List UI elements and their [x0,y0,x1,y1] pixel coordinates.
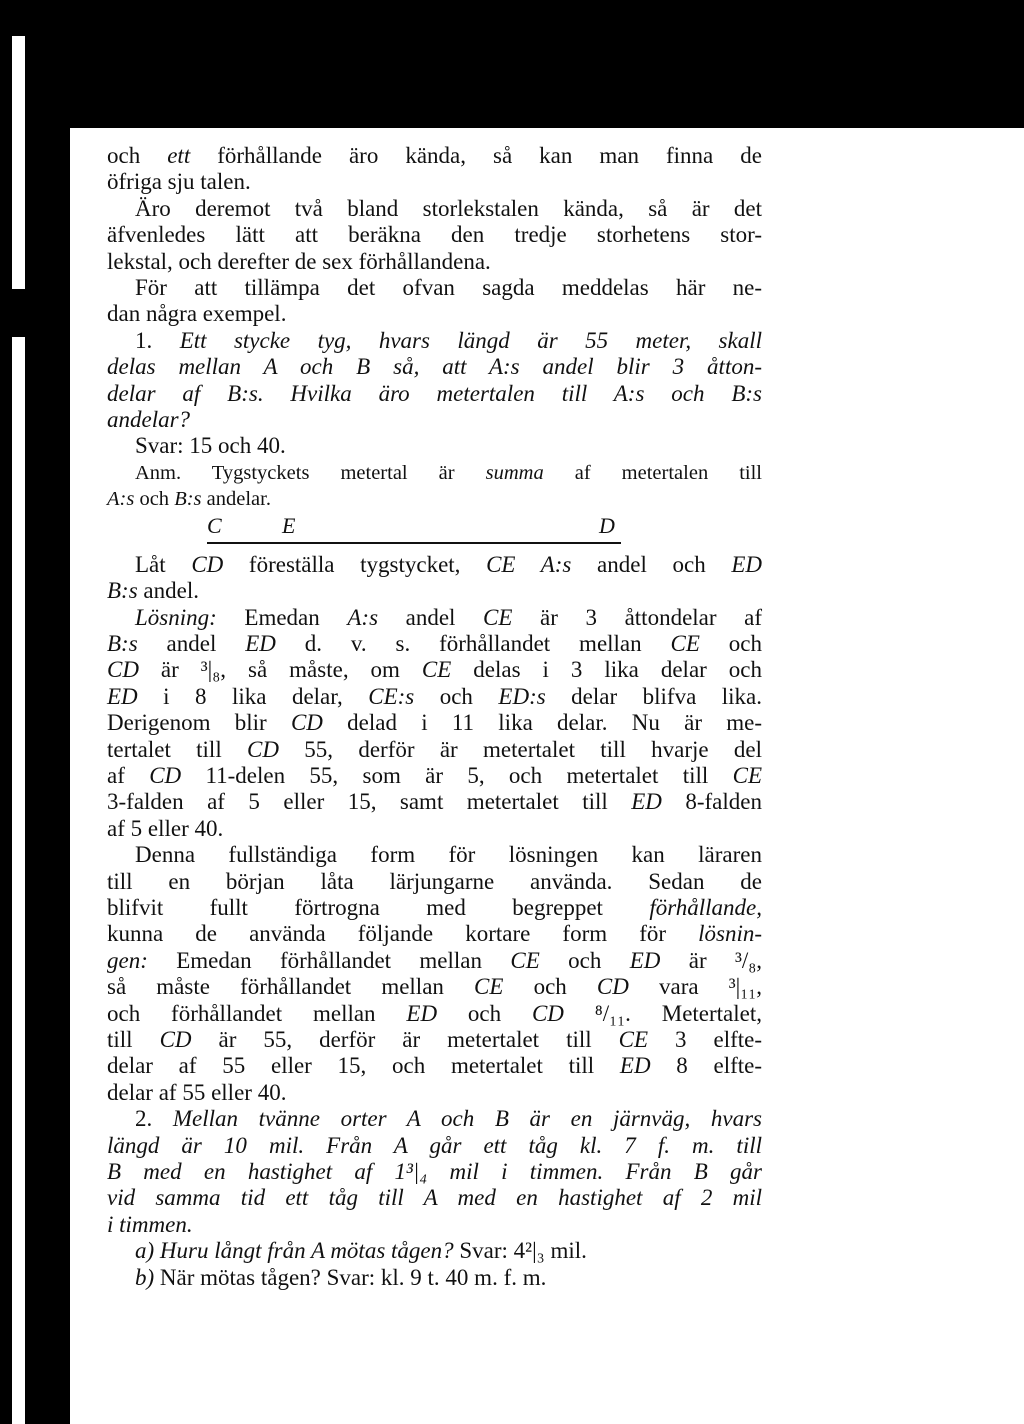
example-2-line-2: längd är 10 mil. Från A går ett tåg kl. 7 f. m. till [107,1132,762,1158]
question-b: b) När mötas tågen? Svar: kl. 9 t. 40 m. f. m. [135,1264,547,1290]
short-form-line-6: så måste förhållandet mellan CE och CD vara ³|₁₁, [107,974,762,1000]
segment-ed [301,542,621,544]
paragraph-3-line-2: dan några exempel. [107,301,287,327]
example-1-answer: Svar: 15 och 40. [135,433,286,459]
point-c-label: C [207,512,222,538]
solution-line-2: B:s andel ED d. v. s. förhållandet mellan CE och [107,630,762,656]
short-form-line-1: Denna fullständiga form för lösningen kan läraren [135,842,762,868]
solution-line-4: ED i 8 lika delar, CE:s och ED:s delar blifva lika. [107,683,762,709]
short-form-line-7: och förhållandet mellan ED och CD ⁸/₁₁. Metertalet, [107,1000,762,1026]
paragraph-2-line-3: lekstal, och derefter de sex förhållandena. [107,248,491,274]
paragraph-2-line-2: äfvenledes lätt att beräkna den tredje storhetens stor- [107,222,762,248]
solution-line-9: af 5 eller 40. [107,815,224,841]
description-line-2: B:s andel. [107,578,199,604]
solution-line-3: CD är ³|₈, så måste, om CE delas i 3 lika delar och [107,657,762,683]
page-text [107,143,762,1291]
paragraph-2-line-1: Äro deremot två bland storlekstalen kända, så är det [135,195,762,221]
question-a: a) Huru långt från A mötas tågen? Svar: 4²|₃ mil. [135,1238,587,1264]
example-1-line-1: 1. Ett stycke tyg, hvars längd är 55 meter, skall [135,327,762,353]
example-2-line-5: i timmen. [107,1211,193,1237]
scan-edge-bottom [12,337,25,1424]
segment-ce [207,542,301,544]
short-form-line-2: till en början låta lärjungarne använda. Sedan de [107,868,762,894]
paragraph-1-line-1: och ett förhållande äro kända, så kan man finna de [107,143,762,168]
line-segment-figure [107,512,762,549]
note-line-1: Anm. Tygstyckets metertal är summa af metertalen till [135,461,763,484]
example-1-line-3: delar af B:s. Hvilka äro metertalen till A:s och B:s [107,380,762,406]
point-d-label: D [599,512,615,538]
example-2-line-3: B med en hastighet af 1³|₄ mil i timmen. Från B går [107,1159,762,1185]
solution-line-1: Lösning: Emedan A:s andel CE är 3 åttondelar af [135,604,762,630]
short-form-line-3: blifvit fullt förtrogna med begreppet förhållande, [107,894,762,920]
note-line-2: A:s och B:s andelar. [107,488,271,511]
short-form-line-5: gen: Emedan förhållandet mellan CE och ED är ³/₈, [107,947,763,973]
solution-line-7: af CD 11-delen 55, som är 5, och metertalet till CE [107,762,762,788]
solution-line-5: Derigenom blir CD delad i 11 lika delar. Nu är me- [107,710,763,736]
example-2-line-1: 2. Mellan tvänne orter A och B är en järnväg, hvars [135,1106,762,1132]
short-form-line-8: till CD är 55, derför är metertalet till CE 3 elfte- [107,1027,763,1052]
example-2-line-4: vid samma tid ett tåg till A med en hastighet af 2 mil [107,1185,762,1211]
short-form-line-10: delar af 55 eller 40. [107,1079,287,1105]
point-e-label: E [282,512,296,538]
solution-line-6: tertalet till CD 55, derför är metertalet till hvarje del [107,736,763,762]
example-1-line-2: delas mellan A och B så, att A:s andel blir 3 åtton- [107,354,762,380]
short-form-line-9: delar af 55 eller 15, och metertalet till ED 8 elfte- [107,1053,763,1079]
short-form-line-4: kunna de använda följande kortare form för lösnin- [107,921,762,947]
example-1-line-4: andelar? [107,407,191,433]
paragraph-1-line-2: öfriga sju talen. [107,169,251,195]
scan-edge-top [12,36,25,289]
description-line-1: Låt CD föreställa tygstycket, CE A:s andel och ED [135,551,763,577]
solution-line-8: 3-falden af 5 eller 15, samt metertalet till ED 8-falden [107,789,762,815]
book-page [70,128,1024,1424]
paragraph-3-line-1: För att tillämpa det ofvan sagda meddelas här ne- [135,275,762,301]
